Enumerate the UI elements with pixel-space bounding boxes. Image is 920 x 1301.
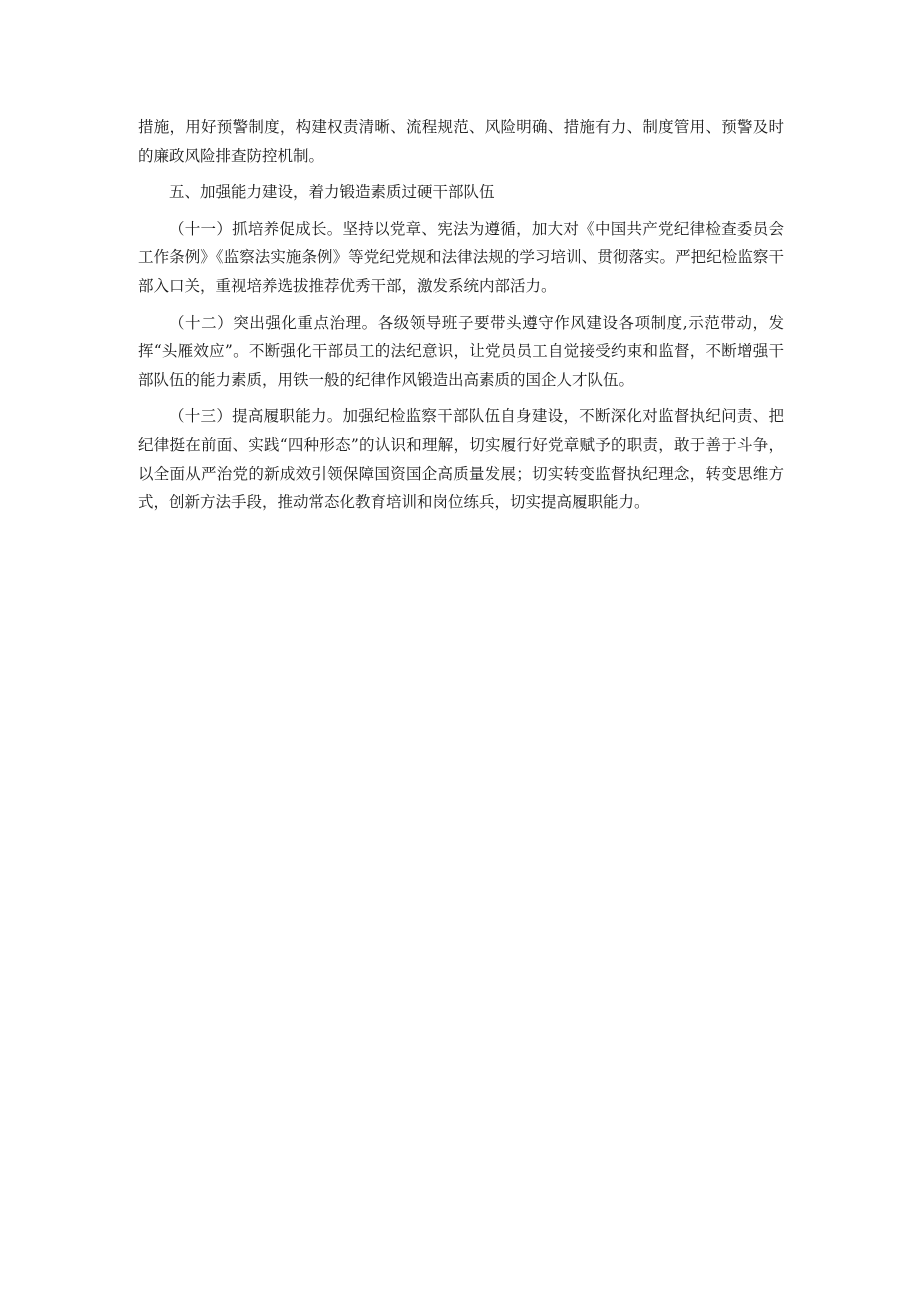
paragraph-item-13: （十三）提高履职能力。加强纪检监察干部队伍自身建设，不断深化对监督执纪问责、把纪律挺在前面、实践“四种形态”的认识和理解，切实履行好党章赋予的职责，敢于善于斗争，以全面从严治党的新成效引领保障国资国企高质量发展；切实转变监督执纪理念，转变思维方式，创新方法手段，推动常态化教育培训和岗位练兵，切实提高履职能力。 [138,407,784,512]
paragraph-continuation: 措施，用好预警制度，构建权责清晰、流程规范、风险明确、措施有力、制度管用、预警及时的廉政风险排查防控机制。 [138,118,784,165]
section-heading: 五、加强能力建设，着力锻造素质过硬干部队伍 [169,183,495,202]
paragraph-item-11: （十一）抓培养促成长。坚持以党章、宪法为遵循，加大对《中国共产党纪律检查委员会工作条例》《监察法实施条例》等党纪党规和法律法规的学习培训、贯彻落实。严把纪检监察干部入口关，重视培养选拔推荐优秀干部，激发系统内部活力。 [138,219,784,295]
document-body [138,113,784,525]
paragraph-item-12: （十二）突出强化重点治理。各级领导班子要带头遵守作风建设各项制度,示范带动，发挥“头雁效应”。不断强化干部员工的法纪意识，让党员员工自觉接受约束和监督，不断增强干部队伍的能力素质，用铁一般的纪律作风锻造出高素质的国企人才队伍。 [138,313,784,389]
